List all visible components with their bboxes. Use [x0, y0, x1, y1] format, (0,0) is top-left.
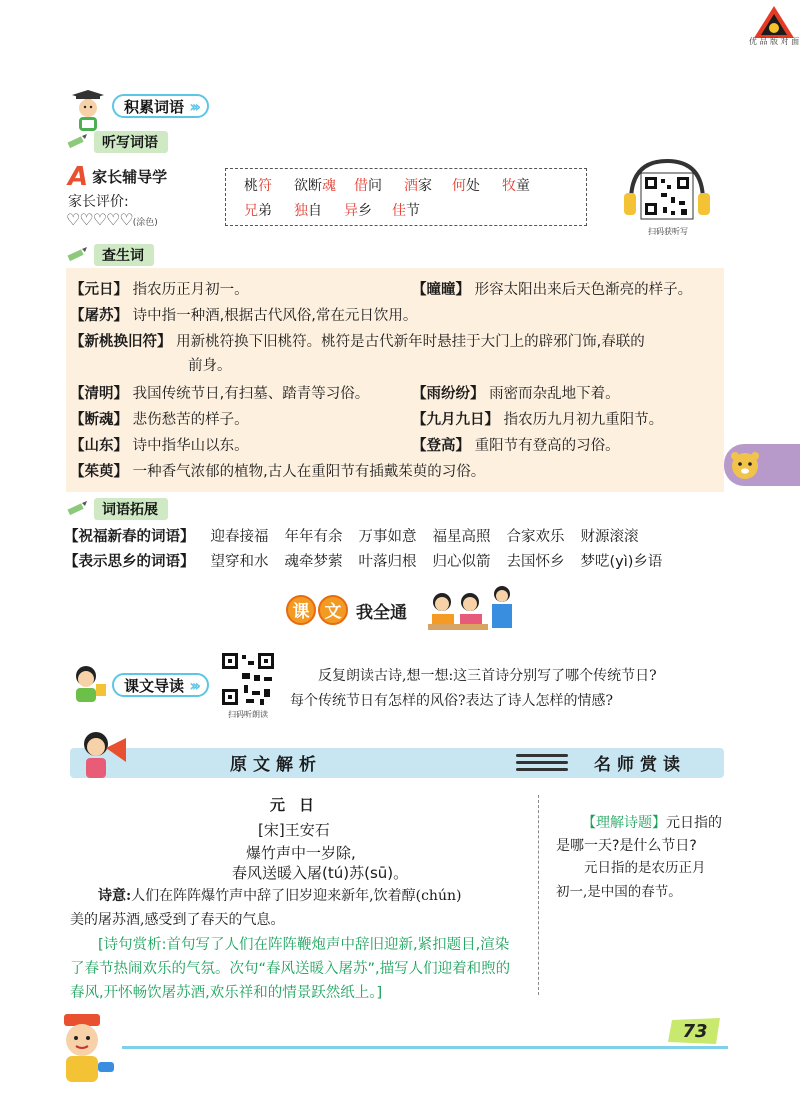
dictation-box: [225, 168, 587, 226]
vocab-entry: 【断魂】 悲伤愁苦的样子。: [70, 412, 249, 428]
animal-face-icon: [728, 448, 762, 482]
vocab-entry: 【九月九日】 指农历九月初九重阳节。: [412, 412, 664, 428]
chevron-right-icon: ›››: [189, 676, 198, 695]
vocab-entry: 【屠苏】 诗中指一种酒,根据古代风俗,常在元日饮用。: [70, 308, 418, 324]
subhead-label: 查生词: [94, 244, 154, 266]
poem-author: [宋]王安石: [258, 821, 330, 839]
guide-question: 反复朗读古诗,想一想:这三首诗分别写了哪个传统节日? 每个传统节日有怎样的风俗?表达了诗人怎样的情感?: [290, 668, 657, 709]
girl-megaphone-icon: [76, 728, 136, 784]
heart-rating[interactable]: [66, 210, 158, 229]
vocab-panel: [66, 268, 724, 492]
dict-word: 兄弟: [244, 203, 272, 219]
dict-word: 借问: [354, 178, 382, 194]
hearts-note: (涂色): [132, 218, 158, 228]
dict-word: 桃符: [244, 178, 272, 194]
letter-a-icon: A: [68, 161, 89, 192]
vocab-entry: 【元日】 指农历正月初一。: [70, 282, 249, 298]
dict-word: 酒家: [404, 178, 432, 194]
poem-line-1: 爆竹声中一岁除,: [246, 844, 356, 862]
poem-meaning: 诗意:人们在阵阵爆竹声中辞了旧岁迎来新年,饮着醇(chún) 美的屠苏酒,感受到了春天的气息。: [70, 888, 462, 928]
students-illustration-icon: [428, 584, 520, 632]
section-title: 课文导读: [124, 677, 185, 695]
qr-caption-listen: 扫码获听写: [648, 227, 688, 236]
vocab-entry: 【曈曈】 形容太阳出来后天色渐亮的样子。: [412, 282, 693, 298]
subhead-label: 听写词语: [94, 131, 168, 153]
original-analysis-title: 原文解析: [230, 755, 322, 775]
section-banner-guide: [112, 673, 209, 697]
parent-guide-title: A 家长辅导学: [68, 161, 168, 192]
cartoon-mascot-icon: [50, 1012, 120, 1086]
heart-icons[interactable]: ♡♡♡♡♡: [66, 210, 133, 229]
qr-code-icon[interactable]: [220, 651, 276, 707]
scholar-mascot-icon: [66, 90, 110, 134]
column-divider: [538, 795, 539, 995]
vocab-entry: 【山东】 诗中指华山以东。: [70, 438, 249, 454]
pencil-icon: [66, 501, 88, 517]
section-banner-accumulate: [112, 94, 209, 118]
page-number: 73: [682, 1021, 708, 1042]
header-divider-icon: [516, 749, 568, 777]
dict-word: 独自: [294, 203, 322, 219]
parent-eval-label: 家长评价:: [68, 194, 129, 210]
dict-word: 佳节: [392, 203, 420, 219]
qr-caption-read: 扫码听朗读: [228, 710, 268, 719]
vocab-entry-cont: 前身。: [188, 358, 232, 374]
dict-word: 何处: [452, 178, 480, 194]
expansion-home: 【表示思乡的词语】 望穿和水 魂牵梦萦 叶落归根 归心似箭 去国怀乡 梦呓(yì)乡语: [64, 554, 663, 570]
pencil-icon: [66, 247, 88, 263]
poem-appreciation: [诗句赏析:首句写了人们在阵阵鞭炮声中辞旧迎新,紧扣题目,渲染了春节热闹欢乐的气氛。次句“春风送暖入屠苏”,描写人们迎着和煦的春风,开怀畅饮屠苏酒,欢乐祥和的情景跃然纸上。]: [70, 937, 511, 1001]
vocab-entry: 【新桃换旧符】 用新桃符换下旧桃符。桃符是古代新年时悬挂于大门上的辟邪门饰,春联的: [70, 334, 645, 350]
vocab-entry: 【茱萸】 一种香气浓郁的植物,古人在重阳节有插戴茱萸的习俗。: [70, 464, 486, 480]
vocab-entry: 【登高】 重阳节有登高的习俗。: [412, 438, 620, 454]
lesson-mastery-title: 课 文 我全通: [286, 590, 407, 630]
chevron-right-icon: ›››: [189, 97, 198, 116]
section-title: 积累词语: [124, 98, 185, 116]
vocab-entry: 【清明】 我国传统节日,有扫墓、踏青等习俗。: [70, 386, 370, 402]
boy-mascot-icon: [66, 662, 110, 706]
poem-line-2: 春风送暖入屠(tú)苏(sū)。: [232, 864, 409, 882]
teacher-reading-title: 名师赏读: [594, 755, 686, 775]
subhead-lookup: [66, 244, 154, 266]
expansion-spring: 【祝福新春的词语】 迎春接福 年年有余 万事如意 福星高照 合家欢乐 财源滚滚: [64, 529, 639, 545]
poem-title: 元日: [270, 796, 329, 814]
subhead-dictation: [66, 131, 168, 153]
headphone-qr-code-icon[interactable]: [621, 157, 713, 227]
dict-word: 牧童: [502, 178, 530, 194]
vocab-entry: 【雨纷纷】 雨密而杂乱地下着。: [412, 386, 620, 402]
dict-word: 欲断魂: [294, 178, 336, 194]
pencil-icon: [66, 134, 88, 150]
subhead-label: 词语拓展: [94, 498, 168, 520]
side-note-question: 【理解诗题】元日指的 是哪一天?是什么节日?: [556, 815, 722, 854]
subhead-expansion: [66, 498, 168, 520]
footer-line: [122, 1046, 728, 1049]
dict-word: 异乡: [344, 203, 372, 219]
side-note-answer: 元日指的是农历正月 初一,是中国的春节。: [556, 860, 706, 900]
page-number-badge: [666, 1016, 724, 1046]
publisher-logo-text: 优 品 版 对 面: [748, 37, 800, 46]
